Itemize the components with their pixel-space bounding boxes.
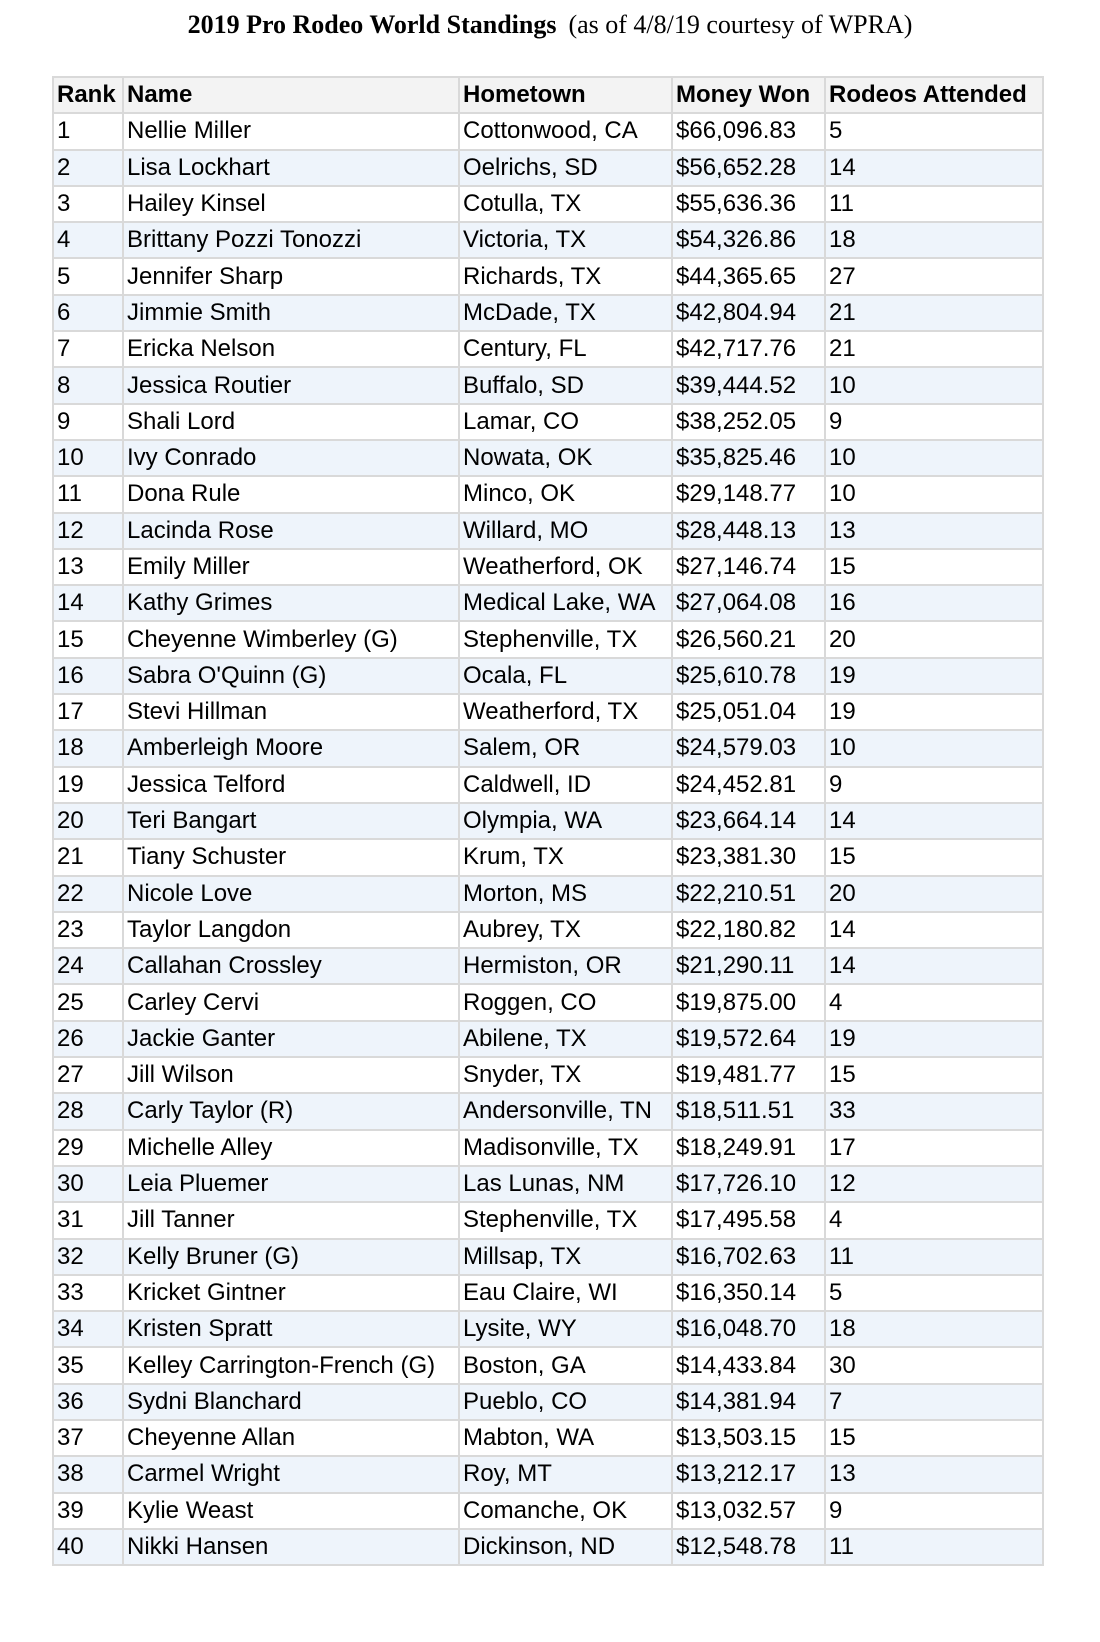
rank-cell: 33 [53,1275,123,1311]
money-won-cell: $16,350.14 [672,1275,825,1311]
rodeos-attended-cell: 18 [825,1311,1043,1347]
rodeos-attended-cell: 16 [825,585,1043,621]
rodeos-attended-cell: 14 [825,803,1043,839]
rank-cell: 13 [53,549,123,585]
table-row [53,1420,1043,1456]
name-cell: Jennifer Sharp [123,258,459,294]
money-won-cell: $66,096.83 [672,113,825,149]
table-row [53,1347,1043,1383]
name-cell: Callahan Crossley [123,948,459,984]
name-cell: Carmel Wright [123,1456,459,1492]
name-cell: Kathy Grimes [123,585,459,621]
table-row [53,1311,1043,1347]
name-cell: Dona Rule [123,476,459,512]
hometown-cell: Salem, OR [459,730,672,766]
hometown-cell: Roy, MT [459,1456,672,1492]
rodeos-attended-cell: 21 [825,295,1043,331]
money-won-cell: $13,032.57 [672,1493,825,1529]
name-cell: Cheyenne Wimberley (G) [123,621,459,657]
money-won-cell: $16,048.70 [672,1311,825,1347]
rank-cell: 15 [53,621,123,657]
rank-cell: 22 [53,876,123,912]
table-row [53,258,1043,294]
name-cell: Lisa Lockhart [123,150,459,186]
money-won-cell: $25,610.78 [672,658,825,694]
table-row [53,113,1043,149]
table-row [53,912,1043,948]
name-cell: Jimmie Smith [123,295,459,331]
rank-cell: 31 [53,1202,123,1238]
rank-cell: 18 [53,730,123,766]
rank-cell: 9 [53,404,123,440]
money-won-cell: $23,664.14 [672,803,825,839]
name-cell: Kristen Spratt [123,1311,459,1347]
rank-cell: 4 [53,222,123,258]
money-won-cell: $19,875.00 [672,984,825,1020]
money-won-cell: $44,365.65 [672,258,825,294]
rodeos-attended-cell: 10 [825,476,1043,512]
hometown-cell: Stephenville, TX [459,621,672,657]
table-row [53,876,1043,912]
rodeos-attended-cell: 11 [825,1239,1043,1275]
rodeos-attended-cell: 9 [825,767,1043,803]
hometown-cell: Lysite, WY [459,1311,672,1347]
hometown-cell: Madisonville, TX [459,1130,672,1166]
rodeos-attended-cell: 19 [825,1021,1043,1057]
hometown-cell: Boston, GA [459,1347,672,1383]
money-won-cell: $56,652.28 [672,150,825,186]
hometown-cell: Dickinson, ND [459,1529,672,1565]
rodeos-attended-cell: 14 [825,912,1043,948]
hometown-cell: Hermiston, OR [459,948,672,984]
name-cell: Amberleigh Moore [123,730,459,766]
rank-cell: 24 [53,948,123,984]
rodeos-attended-cell: 5 [825,113,1043,149]
rank-cell: 16 [53,658,123,694]
title-note: (as of 4/8/19 courtesy of WPRA) [568,10,913,39]
rodeos-attended-cell: 20 [825,621,1043,657]
money-won-cell: $27,146.74 [672,549,825,585]
header-money-won: Money Won [672,77,825,113]
rank-cell: 1 [53,113,123,149]
money-won-cell: $17,726.10 [672,1166,825,1202]
table-row [53,549,1043,585]
money-won-cell: $27,064.08 [672,585,825,621]
hometown-cell: Willard, MO [459,513,672,549]
rank-cell: 12 [53,513,123,549]
rank-cell: 29 [53,1130,123,1166]
table-row [53,222,1043,258]
name-cell: Jill Wilson [123,1057,459,1093]
hometown-cell: Ocala, FL [459,658,672,694]
table-row [53,1493,1043,1529]
rodeos-attended-cell: 14 [825,948,1043,984]
hometown-cell: Snyder, TX [459,1057,672,1093]
hometown-cell: Nowata, OK [459,440,672,476]
table-row [53,767,1043,803]
money-won-cell: $55,636.36 [672,186,825,222]
rank-cell: 38 [53,1456,123,1492]
hometown-cell: Victoria, TX [459,222,672,258]
rodeos-attended-cell: 15 [825,1420,1043,1456]
name-cell: Kelly Bruner (G) [123,1239,459,1275]
standings-body [53,113,1043,1565]
table-row [53,658,1043,694]
rank-cell: 14 [53,585,123,621]
name-cell: Nicole Love [123,876,459,912]
money-won-cell: $17,495.58 [672,1202,825,1238]
money-won-cell: $14,381.94 [672,1384,825,1420]
rodeos-attended-cell: 12 [825,1166,1043,1202]
money-won-cell: $22,210.51 [672,876,825,912]
rank-cell: 5 [53,258,123,294]
rodeos-attended-cell: 10 [825,440,1043,476]
rank-cell: 8 [53,367,123,403]
rank-cell: 37 [53,1420,123,1456]
hometown-cell: Weatherford, TX [459,694,672,730]
table-row [53,1166,1043,1202]
header-rank: Rank [53,77,123,113]
hometown-cell: Las Lunas, NM [459,1166,672,1202]
hometown-cell: Minco, OK [459,476,672,512]
rank-cell: 40 [53,1529,123,1565]
money-won-cell: $18,249.91 [672,1130,825,1166]
rank-cell: 25 [53,984,123,1020]
table-row [53,803,1043,839]
name-cell: Carley Cervi [123,984,459,1020]
header-hometown: Hometown [459,77,672,113]
rodeos-attended-cell: 7 [825,1384,1043,1420]
hometown-cell: McDade, TX [459,295,672,331]
hometown-cell: Medical Lake, WA [459,585,672,621]
hometown-cell: Olympia, WA [459,803,672,839]
rodeos-attended-cell: 10 [825,367,1043,403]
money-won-cell: $38,252.05 [672,404,825,440]
name-cell: Teri Bangart [123,803,459,839]
rank-cell: 34 [53,1311,123,1347]
rodeos-attended-cell: 4 [825,1202,1043,1238]
table-row [53,1239,1043,1275]
money-won-cell: $42,804.94 [672,295,825,331]
header-name: Name [123,77,459,113]
name-cell: Jackie Ganter [123,1021,459,1057]
rank-cell: 3 [53,186,123,222]
hometown-cell: Aubrey, TX [459,912,672,948]
document-title [0,10,1100,40]
rodeos-attended-cell: 10 [825,730,1043,766]
rodeos-attended-cell: 27 [825,258,1043,294]
table-row [53,295,1043,331]
name-cell: Emily Miller [123,549,459,585]
rank-cell: 30 [53,1166,123,1202]
hometown-cell: Pueblo, CO [459,1384,672,1420]
money-won-cell: $24,579.03 [672,730,825,766]
rank-cell: 39 [53,1493,123,1529]
rodeos-attended-cell: 20 [825,876,1043,912]
table-row [53,476,1043,512]
rodeos-attended-cell: 15 [825,839,1043,875]
name-cell: Cheyenne Allan [123,1420,459,1456]
money-won-cell: $25,051.04 [672,694,825,730]
table-row [53,1130,1043,1166]
rodeos-attended-cell: 11 [825,186,1043,222]
money-won-cell: $35,825.46 [672,440,825,476]
header-rodeos-attended: Rodeos Attended [825,77,1043,113]
money-won-cell: $12,548.78 [672,1529,825,1565]
name-cell: Jessica Routier [123,367,459,403]
name-cell: Kelley Carrington-French (G) [123,1347,459,1383]
hometown-cell: Roggen, CO [459,984,672,1020]
rank-cell: 32 [53,1239,123,1275]
money-won-cell: $28,448.13 [672,513,825,549]
name-cell: Tiany Schuster [123,839,459,875]
name-cell: Stevi Hillman [123,694,459,730]
money-won-cell: $29,148.77 [672,476,825,512]
money-won-cell: $18,511.51 [672,1093,825,1129]
rodeos-attended-cell: 9 [825,404,1043,440]
name-cell: Ericka Nelson [123,331,459,367]
hometown-cell: Andersonville, TN [459,1093,672,1129]
rank-cell: 7 [53,331,123,367]
table-row [53,440,1043,476]
hometown-cell: Weatherford, OK [459,549,672,585]
rodeos-attended-cell: 5 [825,1275,1043,1311]
table-row [53,513,1043,549]
rodeos-attended-cell: 33 [825,1093,1043,1129]
hometown-cell: Caldwell, ID [459,767,672,803]
money-won-cell: $19,481.77 [672,1057,825,1093]
name-cell: Carly Taylor (R) [123,1093,459,1129]
rank-cell: 2 [53,150,123,186]
table-row [53,1093,1043,1129]
table-row [53,839,1043,875]
table-row [53,948,1043,984]
table-row [53,367,1043,403]
rodeos-attended-cell: 14 [825,150,1043,186]
name-cell: Leia Pluemer [123,1166,459,1202]
name-cell: Brittany Pozzi Tonozzi [123,222,459,258]
rank-cell: 21 [53,839,123,875]
money-won-cell: $13,503.15 [672,1420,825,1456]
hometown-cell: Millsap, TX [459,1239,672,1275]
rank-cell: 11 [53,476,123,512]
rank-cell: 27 [53,1057,123,1093]
money-won-cell: $13,212.17 [672,1456,825,1492]
name-cell: Shali Lord [123,404,459,440]
rodeos-attended-cell: 17 [825,1130,1043,1166]
rodeos-attended-cell: 13 [825,1456,1043,1492]
header-row [53,77,1043,113]
rank-cell: 26 [53,1021,123,1057]
title-main: 2019 Pro Rodeo World Standings [187,10,557,39]
name-cell: Sabra O'Quinn (G) [123,658,459,694]
money-won-cell: $14,433.84 [672,1347,825,1383]
rank-cell: 23 [53,912,123,948]
rodeos-attended-cell: 15 [825,549,1043,585]
rodeos-attended-cell: 4 [825,984,1043,1020]
rodeos-attended-cell: 15 [825,1057,1043,1093]
name-cell: Ivy Conrado [123,440,459,476]
hometown-cell: Morton, MS [459,876,672,912]
hometown-cell: Richards, TX [459,258,672,294]
rodeos-attended-cell: 19 [825,694,1043,730]
name-cell: Taylor Langdon [123,912,459,948]
money-won-cell: $16,702.63 [672,1239,825,1275]
hometown-cell: Oelrichs, SD [459,150,672,186]
name-cell: Jessica Telford [123,767,459,803]
rodeos-attended-cell: 19 [825,658,1043,694]
table-row [53,984,1043,1020]
money-won-cell: $54,326.86 [672,222,825,258]
rank-cell: 28 [53,1093,123,1129]
rodeos-attended-cell: 18 [825,222,1043,258]
rank-cell: 20 [53,803,123,839]
table-row [53,1456,1043,1492]
hometown-cell: Cottonwood, CA [459,113,672,149]
name-cell: Nellie Miller [123,113,459,149]
table-row [53,1529,1043,1565]
name-cell: Nikki Hansen [123,1529,459,1565]
money-won-cell: $24,452.81 [672,767,825,803]
table-row [53,186,1043,222]
table-row [53,150,1043,186]
hometown-cell: Mabton, WA [459,1420,672,1456]
money-won-cell: $39,444.52 [672,367,825,403]
table-row [53,404,1043,440]
rodeos-attended-cell: 21 [825,331,1043,367]
table-row [53,585,1043,621]
table-row [53,730,1043,766]
money-won-cell: $19,572.64 [672,1021,825,1057]
hometown-cell: Lamar, CO [459,404,672,440]
hometown-cell: Century, FL [459,331,672,367]
hometown-cell: Krum, TX [459,839,672,875]
rodeos-attended-cell: 30 [825,1347,1043,1383]
name-cell: Jill Tanner [123,1202,459,1238]
money-won-cell: $42,717.76 [672,331,825,367]
rank-cell: 6 [53,295,123,331]
rodeos-attended-cell: 11 [825,1529,1043,1565]
table-row [53,1275,1043,1311]
table-row [53,1021,1043,1057]
table-row [53,621,1043,657]
name-cell: Sydni Blanchard [123,1384,459,1420]
hometown-cell: Eau Claire, WI [459,1275,672,1311]
name-cell: Kricket Gintner [123,1275,459,1311]
table-row [53,331,1043,367]
rank-cell: 36 [53,1384,123,1420]
rank-cell: 10 [53,440,123,476]
hometown-cell: Abilene, TX [459,1021,672,1057]
hometown-cell: Comanche, OK [459,1493,672,1529]
name-cell: Kylie Weast [123,1493,459,1529]
rank-cell: 35 [53,1347,123,1383]
rodeos-attended-cell: 13 [825,513,1043,549]
table-row [53,1384,1043,1420]
name-cell: Lacinda Rose [123,513,459,549]
hometown-cell: Stephenville, TX [459,1202,672,1238]
hometown-cell: Buffalo, SD [459,367,672,403]
rank-cell: 19 [53,767,123,803]
money-won-cell: $26,560.21 [672,621,825,657]
money-won-cell: $23,381.30 [672,839,825,875]
standings-table [52,76,1044,1566]
rank-cell: 17 [53,694,123,730]
money-won-cell: $22,180.82 [672,912,825,948]
rodeos-attended-cell: 9 [825,1493,1043,1529]
hometown-cell: Cotulla, TX [459,186,672,222]
table-row [53,1202,1043,1238]
table-row [53,694,1043,730]
name-cell: Michelle Alley [123,1130,459,1166]
money-won-cell: $21,290.11 [672,948,825,984]
name-cell: Hailey Kinsel [123,186,459,222]
table-row [53,1057,1043,1093]
